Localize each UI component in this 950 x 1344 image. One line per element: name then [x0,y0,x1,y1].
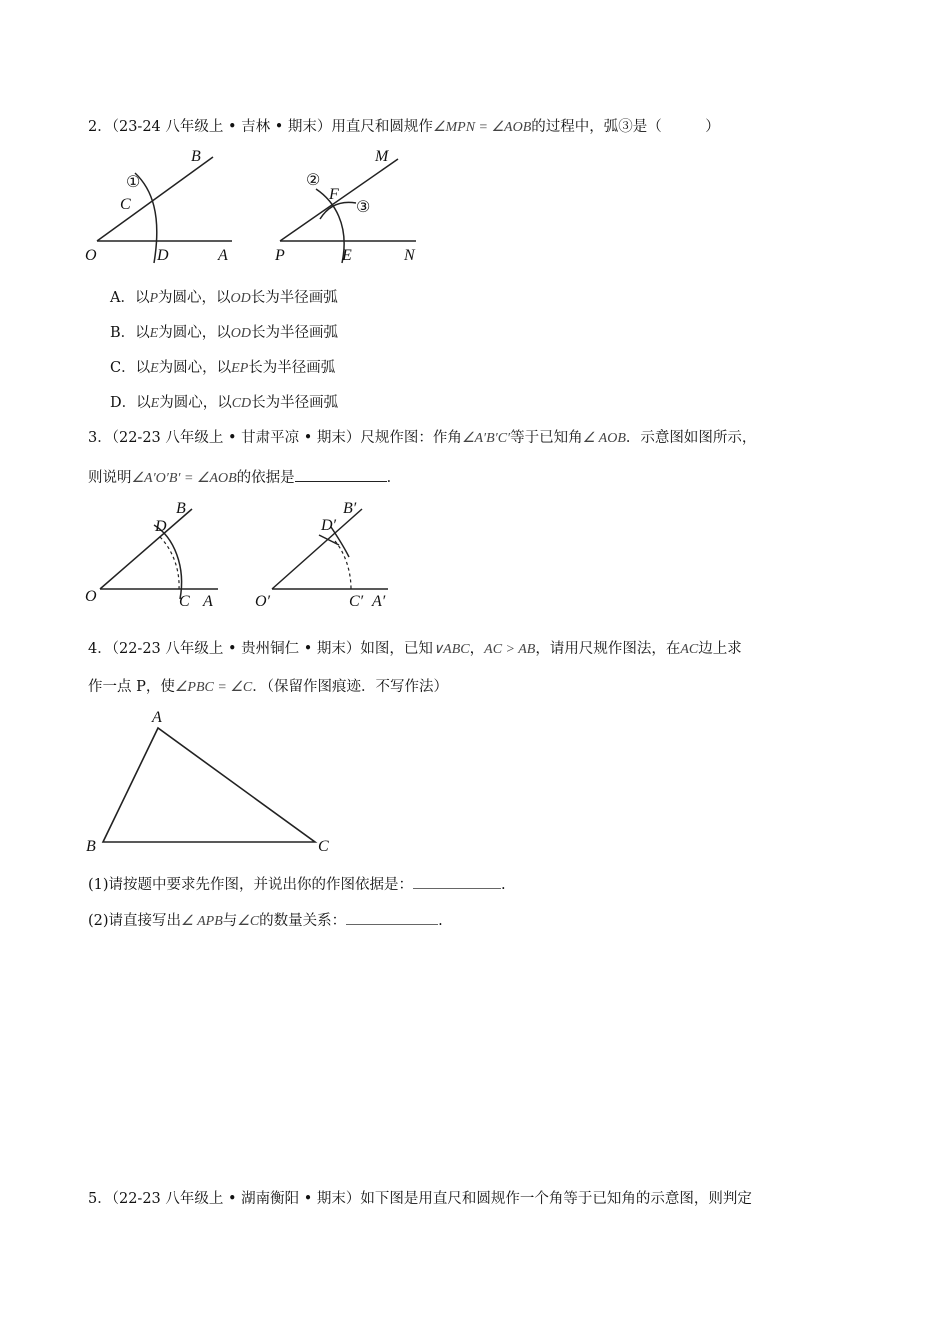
label-O-prime: O′ [255,593,271,610]
q3-figure-2 [255,497,405,612]
arc-1-label: ① [126,174,141,191]
label-D: D [157,247,169,264]
label-A: A [152,709,162,726]
q2-figure-2 [268,145,438,270]
q4-sub1: (1)请按题中要求先作图，并说出你的作图依据是： . [88,874,506,895]
label-O: O [85,247,97,264]
label-B: B [191,148,201,165]
label-D-prime: D′ [321,517,337,534]
label-B: B [86,838,96,855]
q3-stem-line2: 则说明∠A′O′B′ = ∠AOB的依据是 ． [88,467,401,489]
label-D: D [155,518,167,535]
label-E: E [342,247,352,264]
label-P: P [275,247,285,264]
label-C: C [179,593,190,610]
label-F: F [329,186,339,203]
q4-stem-line1: 4．（22-23 八年级上 • 贵州铜仁 • 期末）如图，已知∨ABC，AC > AB，请用尺规作图法，在AC边上求 [88,641,742,657]
label-A: A [203,593,213,610]
label-M: M [375,148,389,165]
label-O: O [85,588,97,605]
label-B: B [176,500,186,517]
label-A-prime: A′ [372,593,386,610]
q2-expr: ∠MPN = ∠AOB [432,120,532,135]
q2-stem: 2．（23-24 八年级上 • 吉林 • 期末）用直尺和圆规作∠MPN = ∠AOB的过程中，弧③是（ ） [88,119,720,135]
q4-triangle-figure [80,705,350,855]
q3-figure-1 [82,497,232,612]
label-C-prime: C′ [349,593,364,610]
q2-option-c: C．以E为圆心，以EP长为半径画弧 [110,360,336,376]
arc-3-label: ③ [356,199,371,216]
q4-sub1-answer-blank[interactable] [413,874,501,889]
q4-stem-line2: 作一点 P，使∠PBC = ∠C．（保留作图痕迹．不写作法） [88,679,448,695]
label-B-prime: B′ [343,500,357,517]
q2-option-a: A．以P为圆心，以OD长为半径画弧 [110,290,338,306]
q2-figure-1 [80,145,250,270]
arc-2-label: ② [306,172,321,189]
q3-answer-blank[interactable] [295,467,387,482]
label-C: C [120,196,131,213]
q4-sub2-answer-blank[interactable] [346,910,438,925]
q2-option-b: B．以E为圆心，以OD长为半径画弧 [110,325,338,341]
q3-stem-line1: 3．（22-23 八年级上 • 甘肃平凉 • 期末）尺规作图：作角∠A′B′C′等于已知角∠ AOB．示意图如图所示， [88,430,757,446]
label-N: N [404,247,415,264]
label-A: A [218,247,228,264]
label-C: C [318,838,329,855]
q2-option-d: D．以E为圆心，以CD长为半径画弧 [110,395,339,411]
q4-sub2: (2)请直接写出∠ APB与∠C的数量关系： . [88,910,443,932]
q5-stem: 5．（22-23 八年级上 • 湖南衡阳 • 期末）如下图是用直尺和圆规作一个角等于已知角的示意图，则判定 [88,1191,752,1207]
